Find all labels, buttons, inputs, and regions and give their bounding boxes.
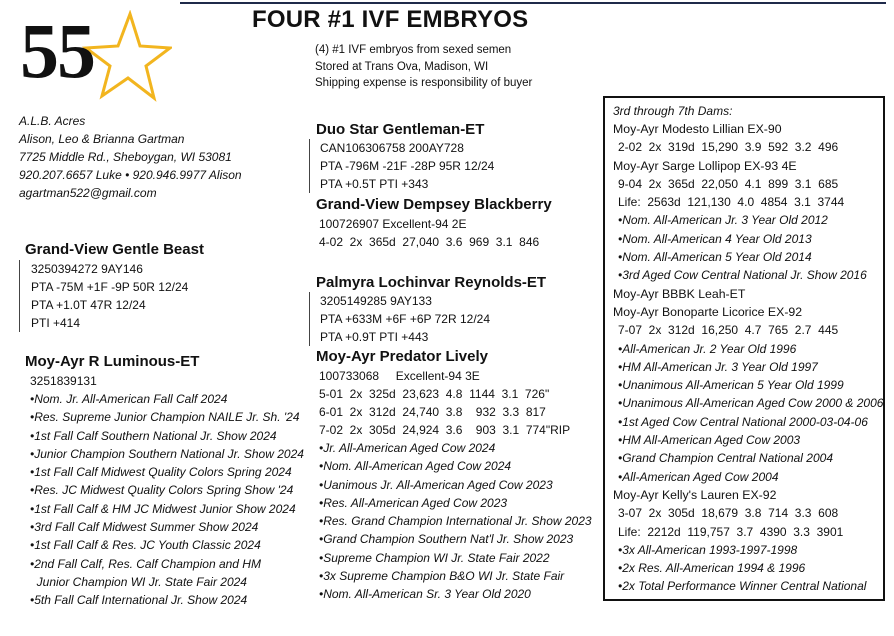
dam-achievement: •1st Fall Calf & Res. JC Youth Classic 2024 xyxy=(30,538,261,553)
dam-4-record: 9-04 2x 365d 22,050 4.1 899 3.1 685 xyxy=(618,176,839,191)
dam-name: Moy-Ayr R Luminous-ET xyxy=(25,353,200,370)
grandsire-2-line: PTA +633M +6F +6P 72R 12/24 xyxy=(320,312,491,326)
grandsire-1-line: PTA -796M -21F -28P 95R 12/24 xyxy=(320,159,495,173)
dam-achievement: •Junior Champion Southern National Jr. Show 2024 xyxy=(30,446,304,461)
dam-7-name: Moy-Ayr Kelly's Lauren EX-92 xyxy=(613,487,777,502)
dam-line: 3251839131 xyxy=(30,374,97,388)
dam-4-achievement: •Nom. All-American 4 Year Old 2013 xyxy=(618,231,812,246)
dam-block xyxy=(25,352,304,610)
dam-achievement: •2nd Fall Calf, Res. Calf Champion and HM xyxy=(30,556,261,571)
grandsire-1-name: Duo Star Gentleman-ET xyxy=(316,121,485,138)
dam-achievement: •1st Fall Calf Southern National Jr. Show 2024 xyxy=(30,428,277,443)
dam-achievement: •Nom. Jr. All-American Fall Calf 2024 xyxy=(30,392,228,406)
dam-4-achievement: •Nom. All-American 5 Year Old 2014 xyxy=(618,250,812,265)
granddam-2-achievement: •Grand Champion Southern Nat'l Jr. Show 2023 xyxy=(319,532,574,547)
dam-achievement: Junior Champion WI Jr. State Fair 2024 xyxy=(30,574,247,589)
dam-achievement: •Res. JC Midwest Quality Colors Spring Show '24 xyxy=(30,483,294,498)
dam-6-achievement: •All-American Aged Cow 2004 xyxy=(618,469,779,484)
dam-4-achievement: •Nom. All-American Jr. 3 Year Old 2012 xyxy=(618,213,828,228)
granddam-1-details xyxy=(316,215,552,251)
dam-6-achievement: •1st Aged Cow Central National 2000-03-04-06 xyxy=(618,414,868,429)
lot-number: 55 xyxy=(20,7,94,94)
dam-7-record: 3-07 2x 305d 18,679 3.8 714 3.3 608 xyxy=(618,506,839,521)
description-line: Stored at Trans Ova, Madison, WI xyxy=(315,60,489,73)
grandsire-1-details xyxy=(309,139,494,193)
lot-description xyxy=(315,42,532,92)
dam-6-achievement: •HM All-American Jr. 3 Year Old 1997 xyxy=(618,359,818,374)
lot-badge xyxy=(20,7,170,94)
sire-line: PTI +414 xyxy=(31,316,81,330)
granddam-1-name: Grand-View Dempsey Blackberry xyxy=(316,196,552,213)
granddam-2-achievement: •Jr. All-American Aged Cow 2024 xyxy=(319,441,496,455)
sire-block xyxy=(25,240,204,332)
granddam-1-line: 100726907 Excellent-94 2E xyxy=(319,217,467,231)
top-rule xyxy=(180,2,886,4)
granddam-2-details xyxy=(316,367,592,604)
granddam-2-achievement: •Supreme Champion WI Jr. State Fair 2022 xyxy=(319,550,550,565)
dam-5-name: Moy-Ayr BBBK Leah-ET xyxy=(613,286,746,301)
dam-6-record: 7-07 2x 312d 16,250 4.7 765 2.7 445 xyxy=(618,323,839,338)
grandsire-2-details xyxy=(309,292,546,346)
granddam-2-name: Moy-Ayr Predator Lively xyxy=(316,348,488,365)
dam-6-achievement: •HM All-American Aged Cow 2003 xyxy=(618,433,801,448)
grandsire-1-line: PTA +0.5T PTI +343 xyxy=(320,177,429,191)
dam-4-record: Life: 2563d 121,130 4.0 4854 3.1 3744 xyxy=(618,195,845,210)
dam-7-achievement: •3x All-American 1993-1997-1998 xyxy=(618,542,798,557)
description-line: Shipping expense is responsibility of buyer xyxy=(315,77,533,89)
dam-3-record: 2-02 2x 319d 15,290 3.9 592 3.2 496 xyxy=(618,140,839,155)
granddam-2-block xyxy=(316,347,592,604)
dam-7-achievement: •2x Res. All-American 1994 & 1996 xyxy=(618,561,806,576)
granddam-2-achievement: •3x Supreme Champion B&O WI Jr. State Fair xyxy=(319,569,565,584)
granddam-2-line: 7-02 2x 305d 24,924 3.6 903 3.1 774"RIP xyxy=(319,423,571,437)
dam-4-name: Moy-Ayr Sarge Lollipop EX-93 4E xyxy=(613,158,797,173)
consignor-info xyxy=(19,112,242,202)
dam-6-achievement: •Unanimous All-American Aged Cow 2000 & 2006 xyxy=(618,396,884,411)
sire-line: PTA +1.0T 47R 12/24 xyxy=(31,298,146,312)
dams-box xyxy=(603,96,885,601)
granddam-2-achievement: •Res. Grand Champion International Jr. Show 2023 xyxy=(319,514,592,529)
grandsire-1-line: CAN106306758 200AY728 xyxy=(320,141,464,155)
granddam-2-line: 100733068 Excellent-94 3E xyxy=(319,369,480,383)
dam-7-achievement: •2x Total Performance Winner Central National xyxy=(618,579,867,594)
grandsire-2-name: Palmyra Lochinvar Reynolds-ET xyxy=(316,274,547,291)
dam-details xyxy=(25,372,304,610)
grandsire-2-line: 3205149285 9AY133 xyxy=(320,294,432,308)
page-title: FOUR #1 IVF EMBRYOS xyxy=(252,6,529,33)
dam-6-achievement: •Unanimous All-American 5 Year Old 1999 xyxy=(618,378,844,393)
consignor-phones: 920.207.6657 Luke • 920.946.9977 Alison xyxy=(19,168,242,182)
consignor-farm: A.L.B. Acres xyxy=(19,114,86,128)
sire-details xyxy=(19,260,204,332)
consignor-address: 7725 Middle Rd., Sheboygan, WI 53081 xyxy=(19,150,232,164)
granddam-2-line: 6-01 2x 312d 24,740 3.8 932 3.3 817 xyxy=(319,405,546,419)
dam-6-name: Moy-Ayr Bonoparte Licorice EX-92 xyxy=(613,304,803,319)
dam-achievement: •5th Fall Calf International Jr. Show 2024 xyxy=(30,593,248,608)
dam-6-achievement: •All-American Jr. 2 Year Old 1996 xyxy=(618,341,797,356)
dam-achievement: •Res. Supreme Junior Champion NAILE Jr. Sh. '24 xyxy=(30,410,300,425)
granddam-2-achievement: •Nom. All-American Sr. 3 Year Old 2020 xyxy=(319,587,531,602)
sire-line: PTA -75M +1F -9P 50R 12/24 xyxy=(31,280,189,294)
granddam-2-line: 5-01 2x 325d 23,623 4.8 1144 3.1 726" xyxy=(319,387,550,401)
dams-heading: 3rd through 7th Dams: xyxy=(613,104,733,118)
dam-achievement: •1st Fall Calf Midwest Quality Colors Spring 2024 xyxy=(30,465,292,480)
grandsire-1-block xyxy=(316,120,494,193)
sire-name: Grand-View Gentle Beast xyxy=(25,241,204,258)
dam-3-name: Moy-Ayr Modesto Lillian EX-90 xyxy=(613,122,782,136)
grandsire-2-line: PTA +0.9T PTI +443 xyxy=(320,330,429,344)
sire-line: 3250394272 9AY146 xyxy=(31,262,143,276)
granddam-2-achievement: •Uanimous Jr. All-American Aged Cow 2023 xyxy=(319,477,553,492)
granddam-2-achievement: •Nom. All-American Aged Cow 2024 xyxy=(319,459,512,474)
dam-achievement: •1st Fall Calf & HM JC Midwest Junior Show 2024 xyxy=(30,501,296,516)
dam-achievement: •3rd Fall Calf Midwest Summer Show 2024 xyxy=(30,520,259,535)
dam-7-record: Life: 2212d 119,757 3.7 4390 3.3 3901 xyxy=(618,524,844,539)
dam-4-achievement: •3rd Aged Cow Central National Jr. Show 2016 xyxy=(618,268,867,283)
granddam-2-achievement: •Res. All-American Aged Cow 2023 xyxy=(319,495,508,510)
granddam-1-line: 4-02 2x 365d 27,040 3.6 969 3.1 846 xyxy=(319,235,540,249)
consignor-email: agartman522@gmail.com xyxy=(19,186,157,200)
granddam-1-block xyxy=(316,195,552,251)
consignor-names: Alison, Leo & Brianna Gartman xyxy=(19,132,185,146)
description-line: (4) #1 IVF embryos from sexed semen xyxy=(315,44,512,56)
grandsire-2-block xyxy=(316,273,546,346)
dam-6-achievement: •Grand Champion Central National 2004 xyxy=(618,451,833,466)
